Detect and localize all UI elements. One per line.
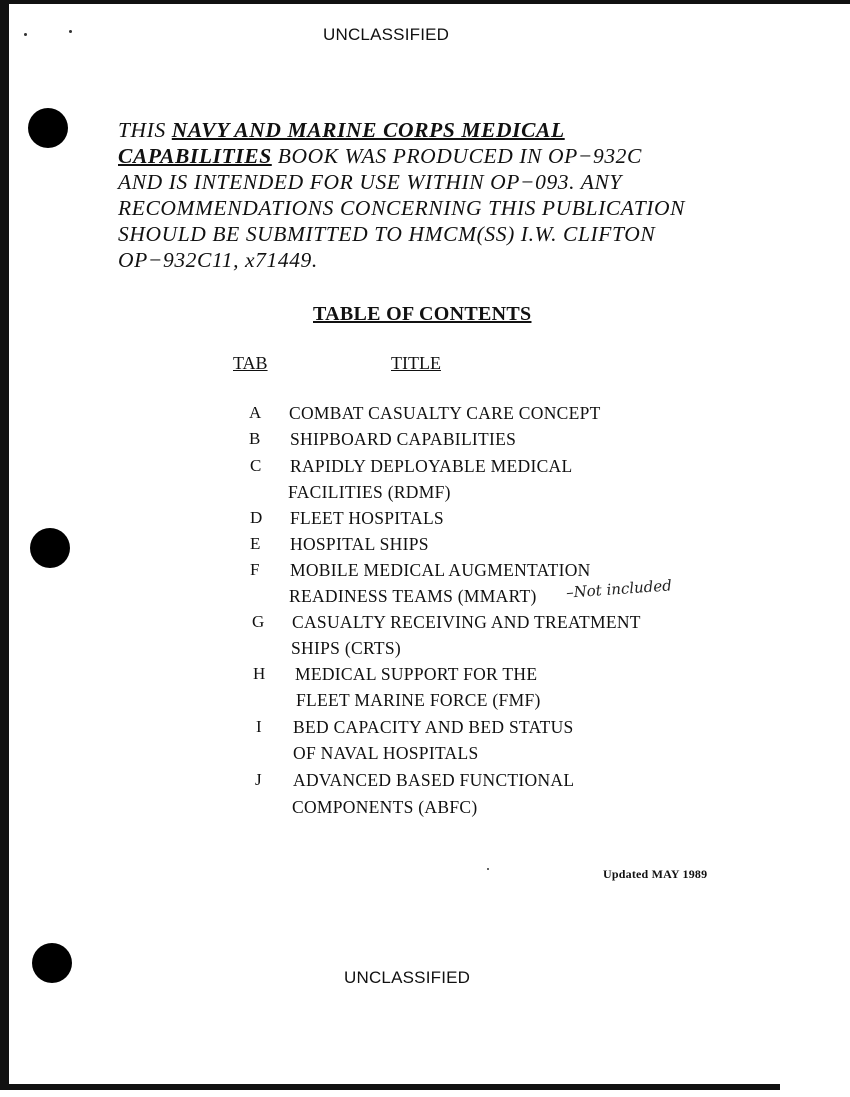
- toc-entry-title: SHIPBOARD CAPABILITIES: [290, 429, 517, 449]
- binder-hole-icon: [32, 943, 72, 983]
- scan-speck: [24, 33, 27, 36]
- toc-entry-title-cont: FACILITIES (RDMF): [288, 482, 451, 502]
- toc-tab-letter: I: [256, 717, 262, 736]
- scan-speck: [69, 30, 72, 33]
- toc-entry-title: FLEET HOSPITALS: [290, 508, 444, 528]
- toc-entry-title-cont: READINESS TEAMS (MMART): [289, 586, 537, 606]
- intro-line-4: RECOMMENDATIONS CONCERNING THIS PUBLICATION: [118, 196, 686, 220]
- intro-line-2: [118, 143, 798, 169]
- page-top-edge: [0, 0, 850, 4]
- toc-entry-title: MEDICAL SUPPORT FOR THE: [295, 664, 538, 684]
- publication-title-part-1: NAVY AND MARINE CORPS MEDICAL: [171, 118, 565, 142]
- toc-entry-title-cont: FLEET MARINE FORCE (FMF): [296, 690, 541, 710]
- toc-entry-title: CASUALTY RECEIVING AND TREATMENT: [292, 612, 641, 632]
- toc-header-title: TITLE: [391, 353, 441, 373]
- intro-paragraph: [118, 117, 798, 273]
- toc-entry-title: MOBILE MEDICAL AUGMENTATION: [290, 560, 591, 580]
- toc-header-tab: TAB: [233, 353, 268, 373]
- toc-entry-title: BED CAPACITY AND BED STATUS: [293, 717, 574, 737]
- intro-line-5: SHOULD BE SUBMITTED TO HMCM(SS) I.W. CLIFTON: [118, 222, 656, 246]
- toc-tab-letter: C: [250, 456, 262, 475]
- toc-entry-title-cont: SHIPS (CRTS): [291, 638, 402, 658]
- page-left-edge: [0, 0, 9, 1090]
- binder-hole-icon: [30, 528, 70, 568]
- binder-hole-icon: [28, 108, 68, 148]
- toc-tab-letter: D: [250, 508, 263, 527]
- publication-title-part-2: CAPABILITIES: [118, 144, 272, 168]
- scan-speck: [487, 868, 489, 870]
- toc-tab-letter: F: [250, 560, 260, 579]
- intro-line-1: [118, 117, 798, 143]
- toc-entry-title: COMBAT CASUALTY CARE CONCEPT: [289, 403, 601, 423]
- toc-tab-letter: G: [252, 612, 265, 631]
- intro-line-2-rest: BOOK WAS PRODUCED IN OP−932C: [277, 144, 642, 168]
- page-bottom-edge: [0, 1084, 780, 1090]
- toc-entry-title: ADVANCED BASED FUNCTIONAL: [293, 770, 575, 790]
- toc-entry-title: RAPIDLY DEPLOYABLE MEDICAL: [290, 456, 573, 476]
- intro-prefix: THIS: [118, 118, 166, 142]
- classification-top: UNCLASSIFIED: [323, 25, 450, 44]
- toc-tab-letter: H: [253, 664, 266, 683]
- classification-bottom: UNCLASSIFIED: [344, 968, 471, 987]
- toc-tab-letter: J: [255, 770, 262, 789]
- updated-date: Updated MAY 1989: [603, 867, 708, 881]
- toc-entry-title: HOSPITAL SHIPS: [290, 534, 429, 554]
- handwritten-note: –Not included: [565, 576, 673, 602]
- toc-tab-letter: B: [249, 429, 261, 448]
- intro-line-6: OP−932C11, x71449.: [118, 248, 318, 272]
- toc-tab-letter: A: [249, 403, 262, 422]
- toc-entry-title-cont: OF NAVAL HOSPITALS: [293, 743, 479, 763]
- toc-tab-letter: E: [250, 534, 261, 553]
- intro-line-3: AND IS INTENDED FOR USE WITHIN OP−093. ANY: [118, 170, 622, 194]
- toc-entry-title-cont: COMPONENTS (ABFC): [292, 797, 478, 817]
- toc-title: TABLE OF CONTENTS: [313, 303, 532, 325]
